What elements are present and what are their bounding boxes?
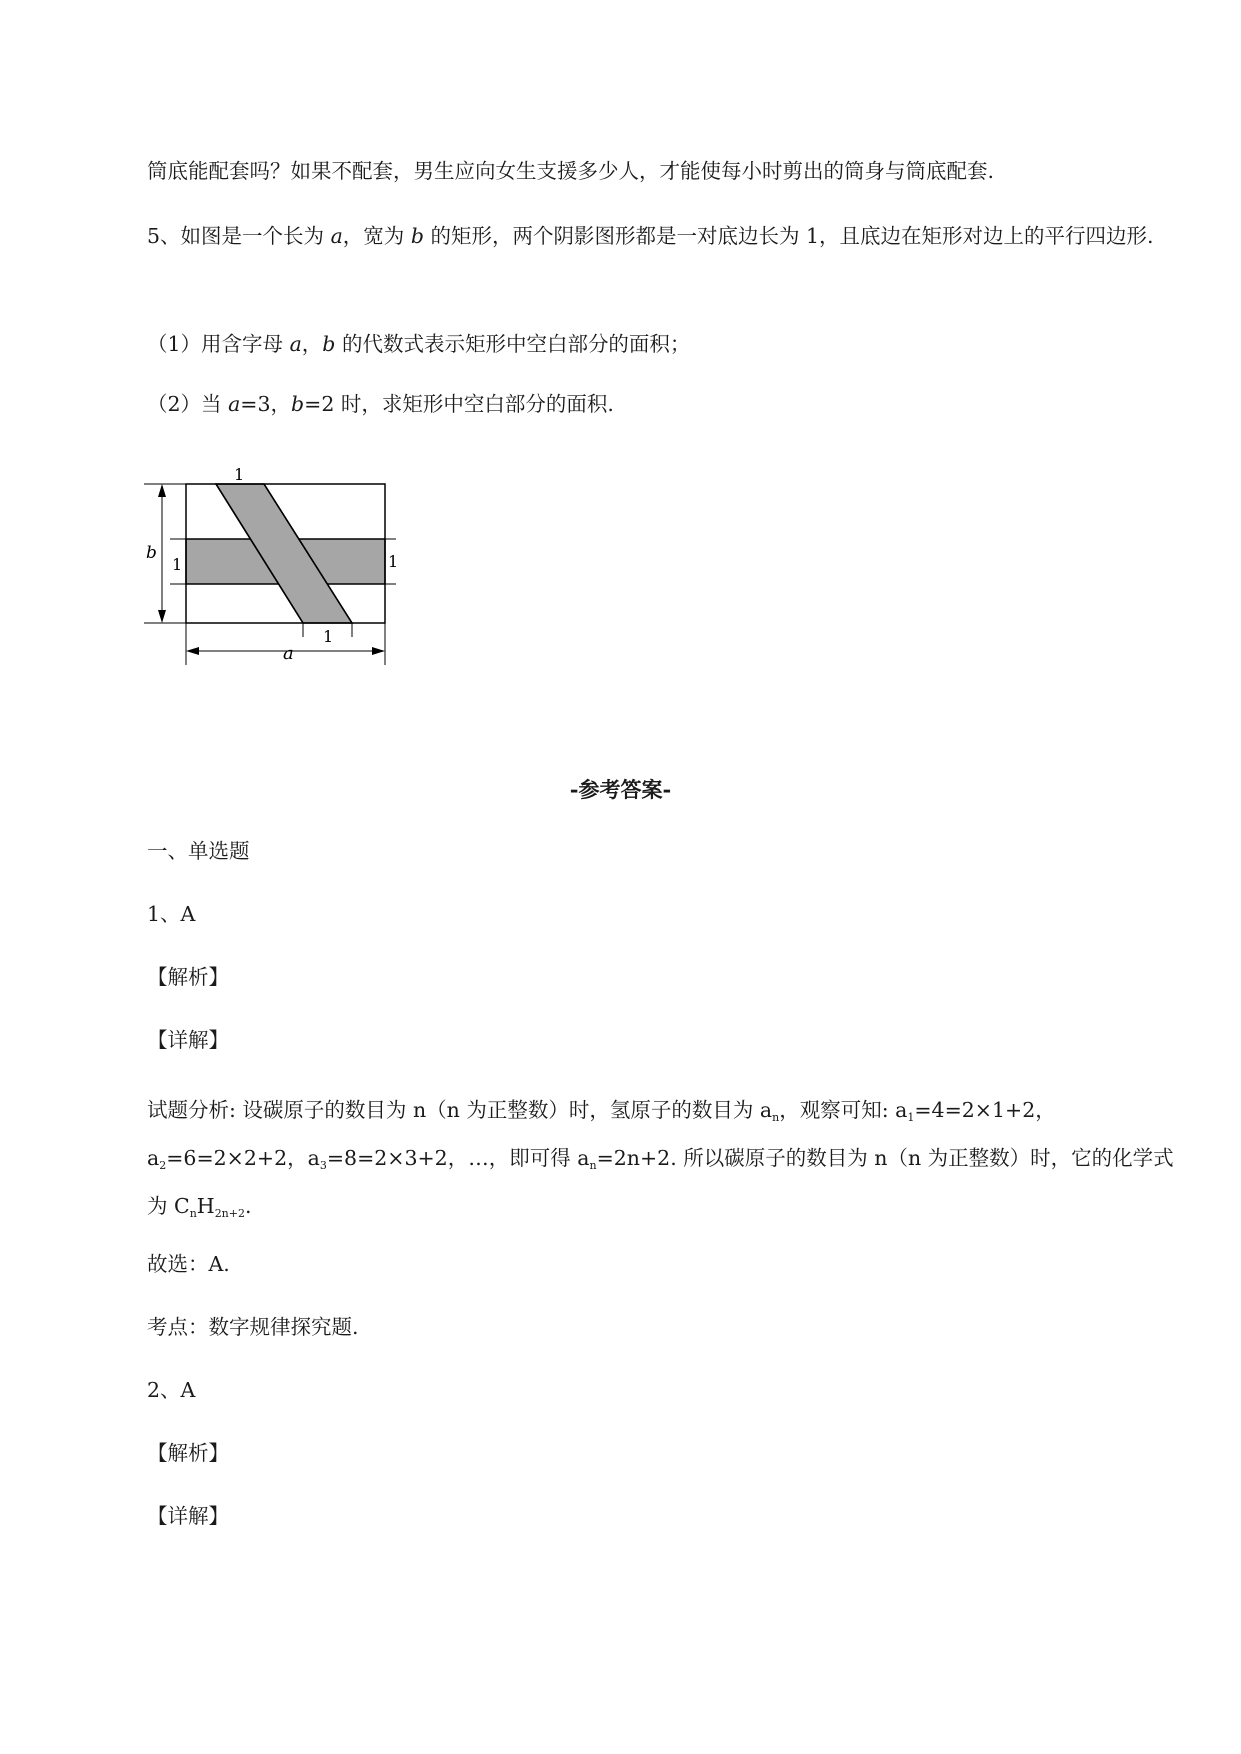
answer-2-number: 2、A [147, 1378, 196, 1402]
answer-2-analysis: 【解析】 [147, 1441, 229, 1465]
question-5: 5、如图是一个长为 a，宽为 b 的矩形，两个阴影图形都是一对底边长为 1，且底边在矩形对边上的平行四边形. [147, 224, 1154, 248]
rectangle-parallelogram-figure [140, 457, 400, 667]
label-a: a [283, 643, 294, 664]
question-5-part-1: （1）用含字母 a，b 的代数式表示矩形中空白部分的面积； [147, 332, 691, 356]
label-top-1: 1 [234, 465, 245, 484]
label-right-1: 1 [388, 552, 399, 571]
answer-2-detail: 【详解】 [147, 1504, 229, 1528]
section-heading: 一、单选题 [147, 839, 250, 863]
answer-1-explanation: 试题分析: 设碳原子的数目为 n（n 为正整数）时，氢原子的数目为 $a_n$，观察可知: $a_1=4=2\times 1+2$，$a_2=6=2\times 2+2$，$a_3=8=2\times 3+2$，…，即可得 $a_n=2n+2$. 所以碳原子的数目为 n（n 为正整数）时，它的化学式为 $C_nH_{2n+2}$. [147, 1098, 1174, 1220]
question-5-part-2: （2）当 a=3，b=2 时，求矩形中空白部分的面积. [147, 392, 614, 416]
label-left-1: 1 [172, 555, 183, 574]
label-bottom-1: 1 [323, 627, 334, 646]
var-b: b [410, 224, 424, 248]
answer-1-choice: 故选：A. [147, 1252, 230, 1276]
var-a: a [330, 224, 343, 248]
q4-continuation: 筒底能配套吗？如果不配套，男生应向女生支援多少人，才能使每小时剪出的筒身与筒底配套. [147, 159, 995, 183]
answer-1-number: 1、A [147, 902, 196, 926]
answer-1-detail: 【详解】 [147, 1028, 229, 1052]
answer-key-title: -参考答案- [569, 777, 672, 802]
answer-1-point: 考点：数字规律探究题. [147, 1315, 359, 1339]
answer-1-analysis: 【解析】 [147, 965, 229, 989]
label-b: b [146, 543, 157, 563]
